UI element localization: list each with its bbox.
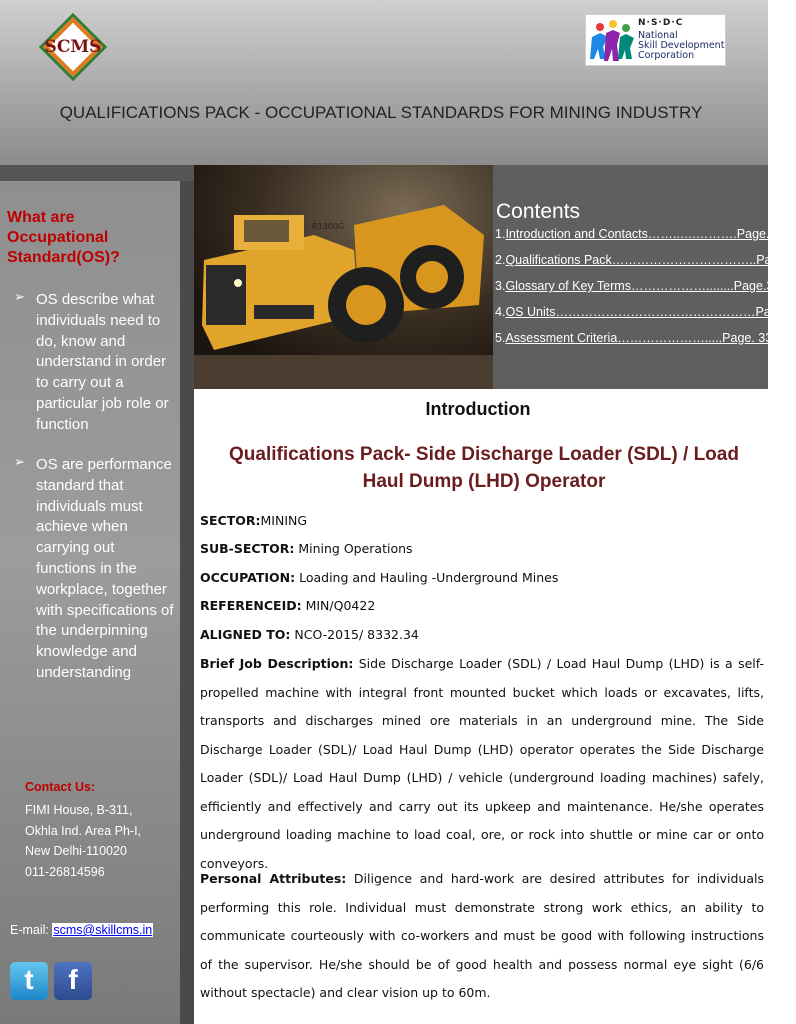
contents-title: Contents bbox=[496, 200, 581, 223]
toc-number: 3. bbox=[495, 279, 506, 293]
twitter-glyph: t bbox=[24, 964, 34, 995]
page-title: QUALIFICATIONS PACK - OCCUPATIONAL STANDARDS FOR MINING INDUSTRY bbox=[59, 103, 703, 122]
field-occupation bbox=[200, 570, 558, 585]
qualifications-pack-title: Qualifications Pack- Side Discharge Loader (SDL) / Load Haul Dump (LHD) Operator bbox=[229, 444, 739, 492]
toc-leader: ……..….………. bbox=[647, 227, 737, 241]
contents-panel bbox=[493, 165, 796, 389]
field-label: ALIGNED TO: bbox=[200, 627, 291, 642]
toc-number: 2. bbox=[495, 253, 506, 267]
personal-label: Personal Attributes: bbox=[200, 871, 347, 886]
toc-label[interactable]: Qualifications Pack bbox=[505, 253, 612, 267]
field-value: NCO-2015/ 8332.34 bbox=[290, 627, 419, 642]
nsdc-logo bbox=[585, 14, 726, 66]
toc-label[interactable]: OS Units bbox=[505, 305, 556, 319]
sidebar-top-bar bbox=[0, 165, 194, 181]
field-value: MINING bbox=[260, 513, 308, 528]
field-label: OCCUPATION: bbox=[200, 570, 296, 585]
contact-address bbox=[25, 800, 175, 882]
people-figures-icon bbox=[590, 19, 636, 63]
scms-logo-text: SCMS bbox=[44, 37, 102, 57]
header-band bbox=[0, 0, 768, 165]
toc-item-glossary[interactable] bbox=[495, 279, 774, 305]
field-value: Mining Operations bbox=[294, 541, 413, 556]
field-value: Loading and Hauling -Underground Mines bbox=[295, 570, 559, 585]
toc-item-os-units[interactable] bbox=[495, 305, 796, 331]
toc-page[interactable]: Page.1 bbox=[736, 227, 777, 241]
contact-line: New Delhi-110020 bbox=[25, 844, 127, 858]
field-label: REFERENCEID: bbox=[200, 598, 302, 613]
personal-attributes bbox=[200, 865, 764, 1008]
toc-page[interactable]: Page.2 bbox=[756, 253, 796, 267]
field-sub-sector bbox=[200, 541, 413, 556]
toc-label[interactable]: Introduction and Contacts bbox=[505, 227, 648, 241]
field-reference-id bbox=[200, 598, 375, 613]
toc-item-introduction[interactable] bbox=[495, 227, 777, 253]
brief-label: Brief Job Description: bbox=[200, 656, 354, 671]
scms-logo bbox=[40, 14, 106, 80]
nsdc-line-3: Corporation bbox=[638, 50, 695, 61]
toc-label[interactable]: Glossary of Key Terms bbox=[505, 279, 631, 293]
toc-page[interactable]: Page. 33 bbox=[722, 331, 773, 345]
toc-item-qualifications-pack[interactable] bbox=[495, 253, 796, 279]
main-content bbox=[194, 389, 768, 1024]
toc-leader: ………………………………………… bbox=[555, 305, 756, 319]
facebook-glyph: f bbox=[68, 964, 78, 995]
toc-leader: ………………........ bbox=[630, 279, 734, 293]
introduction-heading: Introduction bbox=[425, 399, 531, 419]
field-label: SUB-SECTOR: bbox=[200, 541, 295, 556]
toc-label[interactable]: Assessment Criteria bbox=[505, 331, 618, 345]
sidebar-bullet-text: OS are performance standard that individuals must achieve when carrying out functions in the workplace, together with specifications of the underpinning knowledge and understanding bbox=[36, 456, 174, 681]
sidebar-edge bbox=[180, 181, 194, 1024]
toc-page[interactable]: Page.3 bbox=[733, 279, 774, 293]
nsdc-line-2: Skill Development bbox=[638, 40, 725, 51]
twitter-icon[interactable] bbox=[10, 962, 48, 1000]
toc-item-assessment-criteria[interactable] bbox=[495, 331, 773, 357]
toc-page[interactable]: Page.5 bbox=[755, 305, 796, 319]
field-label: SECTOR: bbox=[200, 513, 261, 528]
nsdc-acronym: N·S·D·C bbox=[638, 18, 684, 28]
nsdc-line-1: National bbox=[638, 30, 678, 41]
sidebar-heading: What are Occupational Standard(OS)? bbox=[7, 209, 120, 266]
contact-line: Okhla Ind. Area Ph-I, bbox=[25, 823, 142, 838]
toc-number: 1. bbox=[495, 227, 506, 241]
contact-phone: 011-26814596 bbox=[25, 864, 105, 879]
toc-number: 5. bbox=[495, 331, 506, 345]
contact-line: FIMI House, B-311, bbox=[25, 803, 133, 817]
brief-job-description bbox=[200, 650, 764, 878]
toc-leader: …………………..... bbox=[617, 331, 723, 345]
field-value: MIN/Q0422 bbox=[301, 598, 376, 613]
toc-number: 4. bbox=[495, 305, 506, 319]
toc-leader: …………………………….. bbox=[611, 253, 757, 267]
email-row bbox=[10, 923, 153, 937]
field-sector bbox=[200, 513, 307, 528]
loader-image bbox=[194, 165, 493, 389]
arrow-bullet-icon: ➢ bbox=[14, 455, 25, 470]
underground-loader-photo bbox=[194, 165, 493, 389]
table-of-contents bbox=[495, 227, 796, 357]
facebook-icon[interactable] bbox=[54, 962, 92, 1000]
brief-text: Side Discharge Loader (SDL) / Load Haul Dump (LHD) is a self-propelled machine with integral front mounted bucket which loads or excavates, lifts, transports and discharges mined ore materials in an underground mine. The Side Discharge Loader (SDL)/ Load Haul Dump (LHD) operator operates the Side Discharge Loader (SDL)/ Load Haul Dump (LHD) / vehicle (underground loading machines) safely, efficiently and effectively and carry out its upkeep and maintenance. He/she operates underground loading machine to load coal, ore, or rock into shuttle or mine car or onto conveyors. bbox=[200, 656, 764, 871]
email-link[interactable]: scms@skillcms.in bbox=[53, 923, 153, 937]
sidebar-bullet-text: OS describe what individuals need to do, know and understand in order to carry out a particular job role or function bbox=[36, 291, 169, 433]
loader-model-label: R1300G bbox=[312, 222, 345, 231]
email-label: E-mail: bbox=[10, 923, 49, 937]
arrow-bullet-icon: ➢ bbox=[14, 290, 25, 305]
personal-text: Diligence and hard-work are desired attributes for individuals performing this role. Individual must demonstrate strong work ethics, an ability to communicate courteously with co-workers and must be good with following instructions of the supervisor. He/she should be of good health and possess normal eye sight (6/6 without spectacle) and clear vision up to 60m. bbox=[200, 871, 764, 1000]
field-aligned-to bbox=[200, 627, 419, 642]
contact-heading: Contact Us: bbox=[25, 780, 96, 794]
